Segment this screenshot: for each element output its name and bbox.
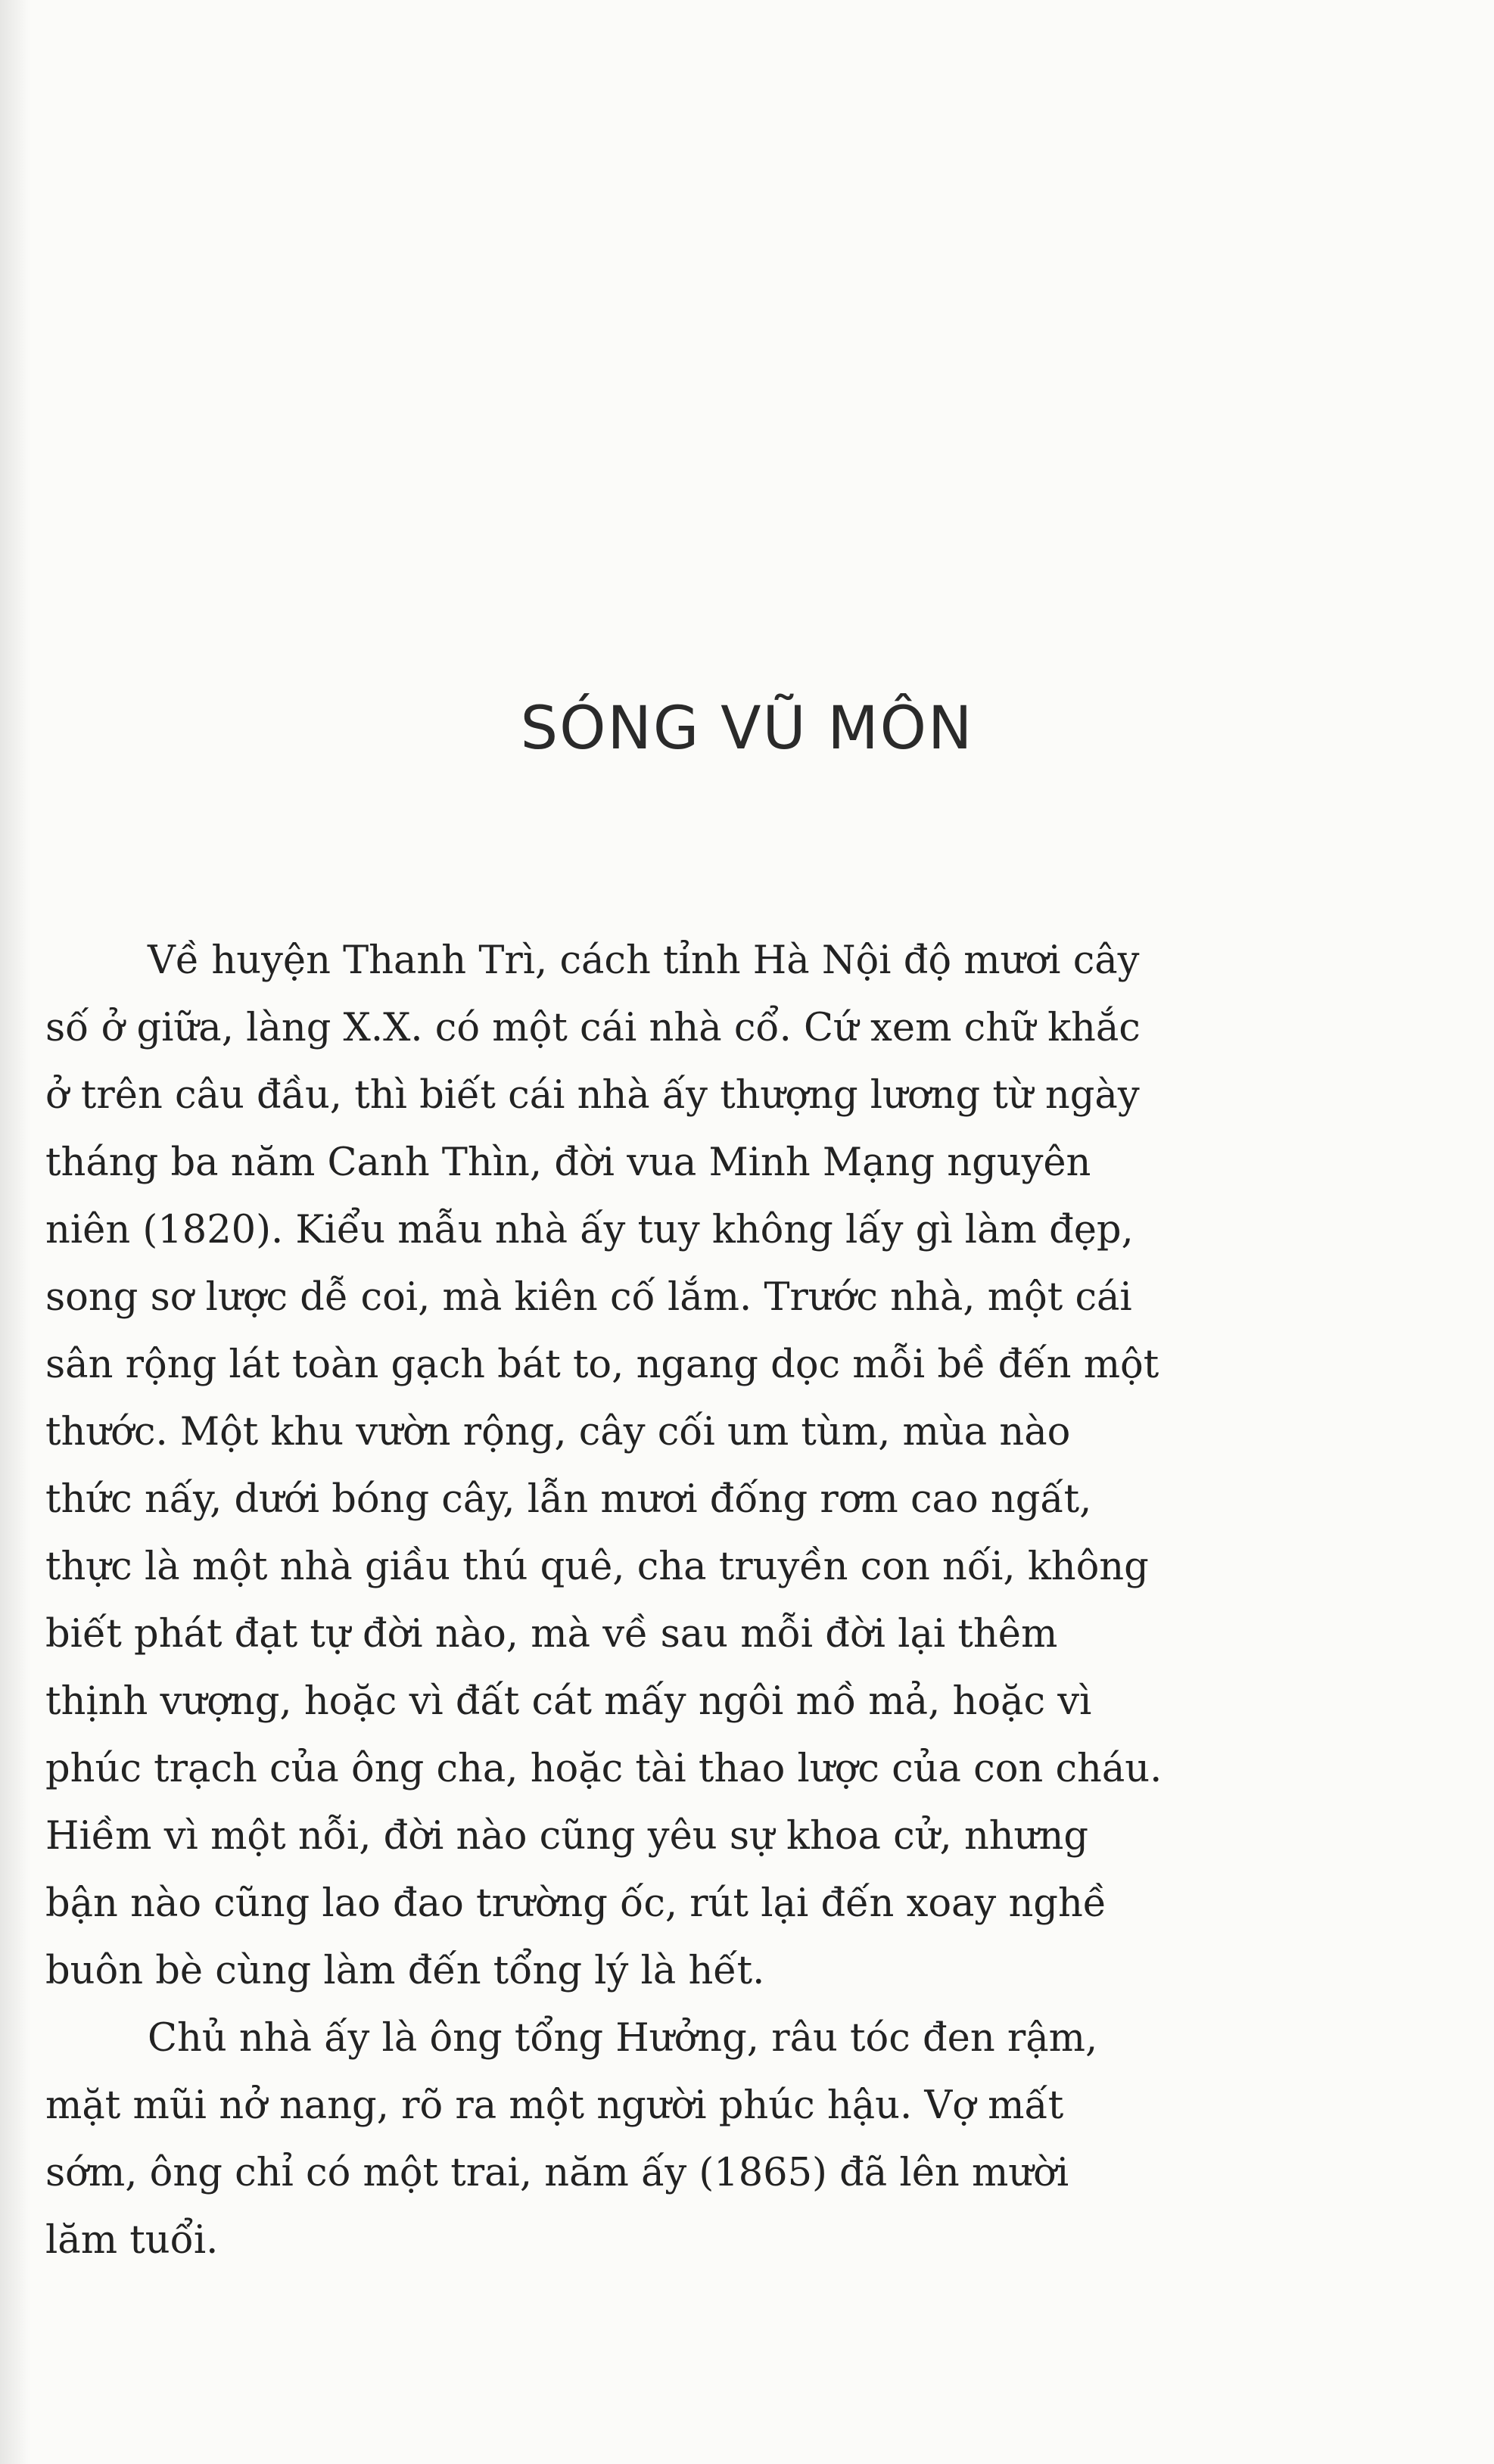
- page-gutter-shadow: [0, 0, 30, 2464]
- paragraph-line: sớm, ông chỉ có một trai, năm ấy (1865) đã lên mười: [45, 2151, 1069, 2195]
- paragraph-line: song sơ lược dễ coi, mà kiên cố lắm. Trước nhà, một cái: [45, 1275, 1132, 1320]
- paragraph-line: ở trên câu đầu, thì biết cái nhà ấy thượng lương từ ngày: [45, 1073, 1140, 1118]
- paragraph-line: số ở giữa, làng X.X. có một cái nhà cổ. Cứ xem chữ khắc: [45, 1006, 1141, 1050]
- paragraph-line: mặt mũi nở nang, rõ ra một người phúc hậu. Vợ mất: [45, 2083, 1064, 2128]
- paragraph-line: niên (1820). Kiểu mẫu nhà ấy tuy không lấy gì làm đẹp,: [45, 1208, 1134, 1252]
- paragraph-line: Về huyện Thanh Trì, cách tỉnh Hà Nội độ mươi cây: [148, 938, 1140, 983]
- paragraph-line: Chủ nhà ấy là ông tổng Hưởng, râu tóc đen rậm,: [148, 2016, 1098, 2061]
- paragraph-line: thức nấy, dưới bóng cây, lẫn mươi đống rơm cao ngất,: [45, 1477, 1092, 1522]
- paragraph-line: phúc trạch của ông cha, hoặc tài thao lược của con cháu.: [45, 1747, 1163, 1791]
- paragraph-line: thực là một nhà giầu thú quê, cha truyền con nối, không: [45, 1545, 1149, 1589]
- chapter-title: SÓNG VŨ MÔN: [520, 695, 974, 763]
- chapter-body: [45, 927, 1324, 2274]
- paragraph-1: [45, 927, 1324, 2005]
- paragraph-line: biết phát đạt tự đời nào, mà về sau mỗi đời lại thêm: [45, 1612, 1058, 1657]
- paragraph-line: thịnh vượng, hoặc vì đất cát mấy ngôi mồ mả, hoặc vì: [45, 1679, 1092, 1724]
- paragraph-line: sân rộng lát toàn gạch bát to, ngang dọc mỗi bề đến một: [45, 1342, 1159, 1387]
- paragraph-line: Hiềm vì một nỗi, đời nào cũng yêu sự khoa cử, nhưng: [45, 1814, 1088, 1859]
- paragraph-line: lăm tuổi.: [45, 2218, 219, 2263]
- paragraph-line: tháng ba năm Canh Thìn, đời vua Minh Mạng nguyên: [45, 1140, 1091, 1185]
- paragraph-line: buôn bè cùng làm đến tổng lý là hết.: [45, 1949, 765, 1993]
- paragraph-line: bận nào cũng lao đao trường ốc, rút lại đến xoay nghề: [45, 1881, 1107, 1926]
- paragraph-2: [45, 2005, 1324, 2274]
- paragraph-line: thước. Một khu vườn rộng, cây cối um tùm, mùa nào: [45, 1410, 1071, 1454]
